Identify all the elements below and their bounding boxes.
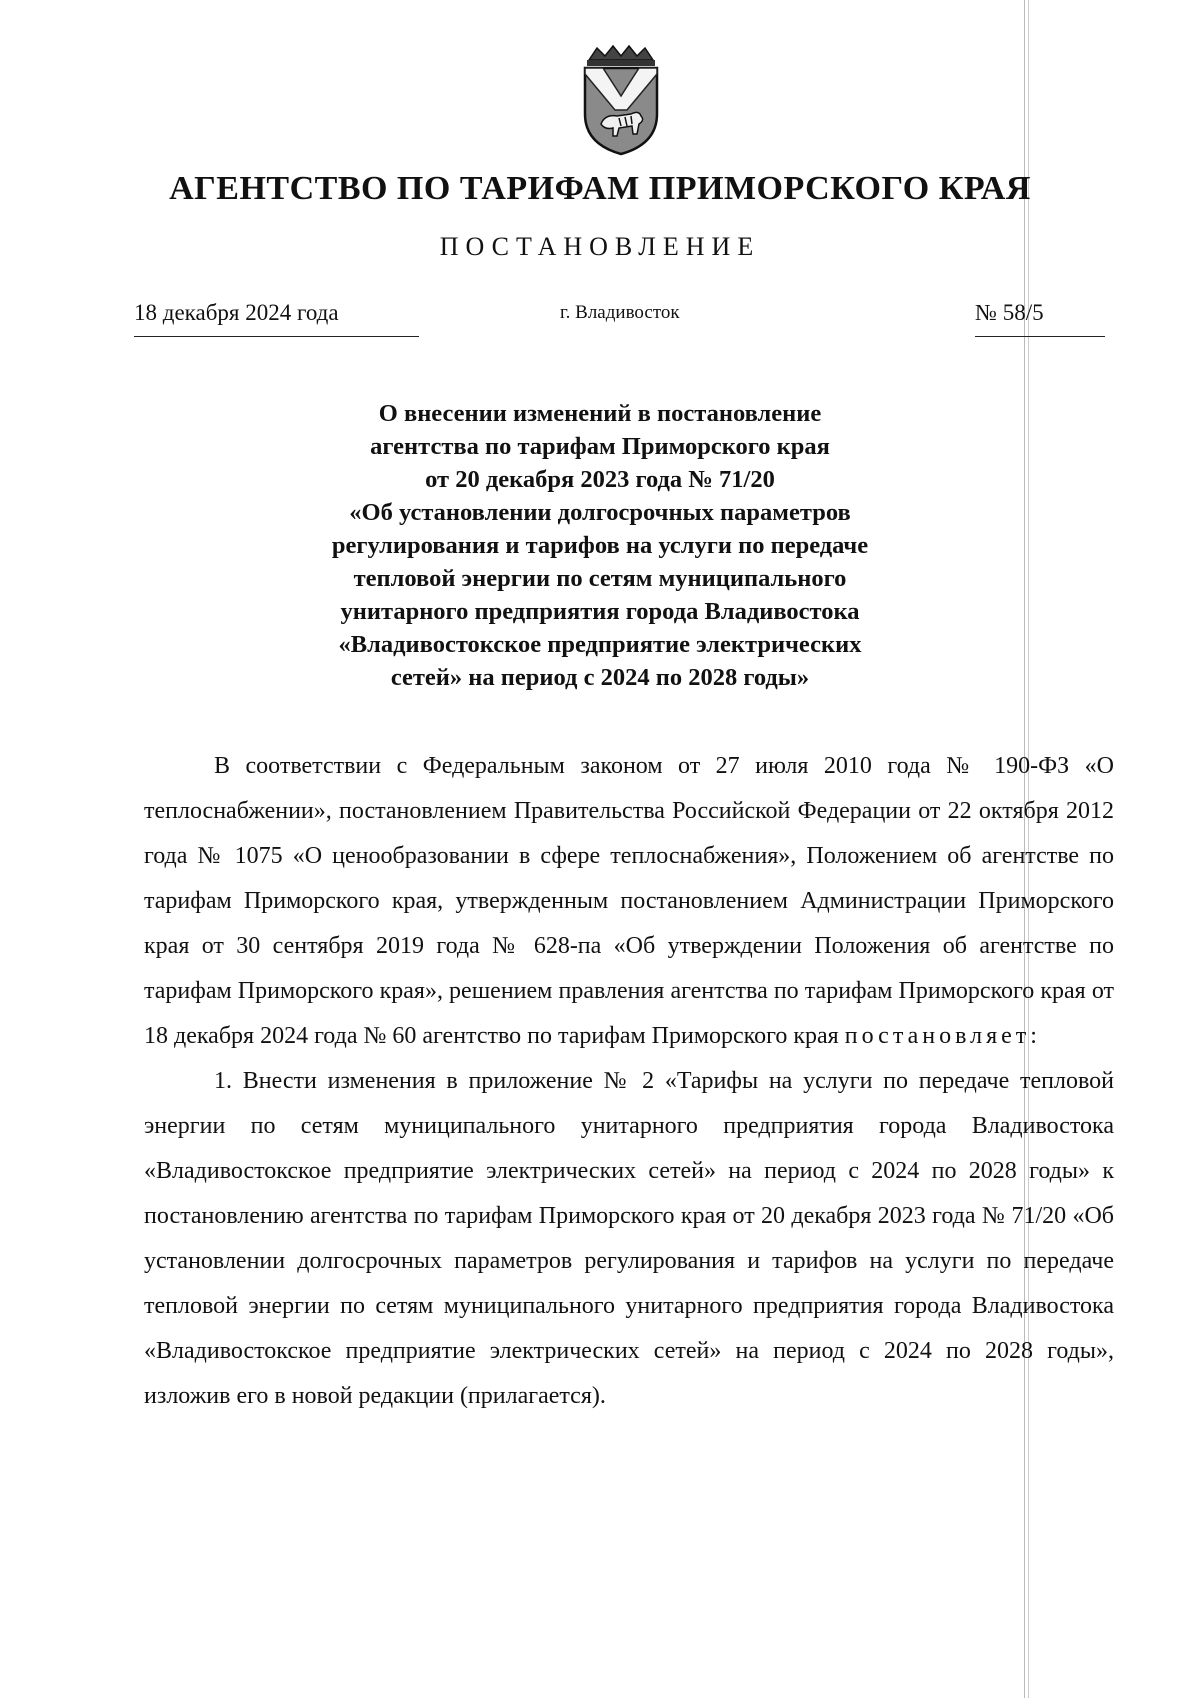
title-line: тепловой энергии по сетям муниципального <box>353 565 847 592</box>
title-line: регулирования и тарифов на услуги по передаче <box>331 532 869 559</box>
agency-name: АГЕНТСТВО ПО ТАРИФАМ ПРИМОРСКОГО КРАЯ <box>169 170 1031 207</box>
item-1-paragraph: 1. Внести изменения в приложение № 2 «Тарифы на услуги по передаче тепловой энергии по сетям муниципального унитарного предприятия города Владивостока «Владивостокское предприятие электрических сетей» на период с 2024 по 2028 годы» к постановлению агентства по тарифам Приморского края от 20 декабря 2023 года № 71/20 «Об установлении долгосрочных параметров регулирования и тарифов на услуги по передаче тепловой энергии по сетям муниципального унитарного предприятия города Владивостока «Владивостокское предприятие электрических сетей» на период с 2024 по 2028 годы», изложив его в новой редакции (прилагается). <box>144 1068 1114 1409</box>
title-line: «Владивостокское предприятие электрических <box>338 631 862 658</box>
document-type: ПОСТАНОВЛЕНИЕ <box>439 232 761 261</box>
document-city: г. Владивосток <box>560 302 680 323</box>
title-line: от 20 декабря 2023 года № 71/20 <box>425 466 775 493</box>
title-line: агентства по тарифам Приморского края <box>370 433 830 460</box>
preamble-paragraph <box>144 744 1114 1059</box>
document-title <box>250 397 950 694</box>
title-line: О внесении изменений в постановление <box>378 400 822 427</box>
title-line: сетей» на период с 2024 по 2028 годы» <box>390 664 810 691</box>
preamble-text: В соответствии с Федеральным законом от 27 июля 2010 года № 190-ФЗ «О теплоснабжении», постановлением Правительства Российской Федерации от 22 октября 2012 года № 1075 «О ценообразовании в сфере теплоснабжения», Положением об агентстве по тарифам Приморского края, утвержденным постановлением Администрации Приморского края от 30 сентября 2019 года № 628-па «Об утверждении Положения об агентстве по тарифам Приморского края», решением правления агентства по тарифам Приморского края от 18 декабря 2024 года № 60 агентство по тарифам Приморского края <box>144 753 1114 1049</box>
resolves-word: постановляет: <box>844 1023 1041 1049</box>
title-line: унитарного предприятия города Владивостока <box>340 598 860 625</box>
title-line: «Об установлении долгосрочных параметров <box>349 499 851 526</box>
document-date: 18 декабря 2024 года <box>134 300 419 337</box>
document-body <box>144 744 1114 1419</box>
coat-of-arms-icon <box>575 44 667 156</box>
document-number: № 58/5 <box>975 300 1105 337</box>
